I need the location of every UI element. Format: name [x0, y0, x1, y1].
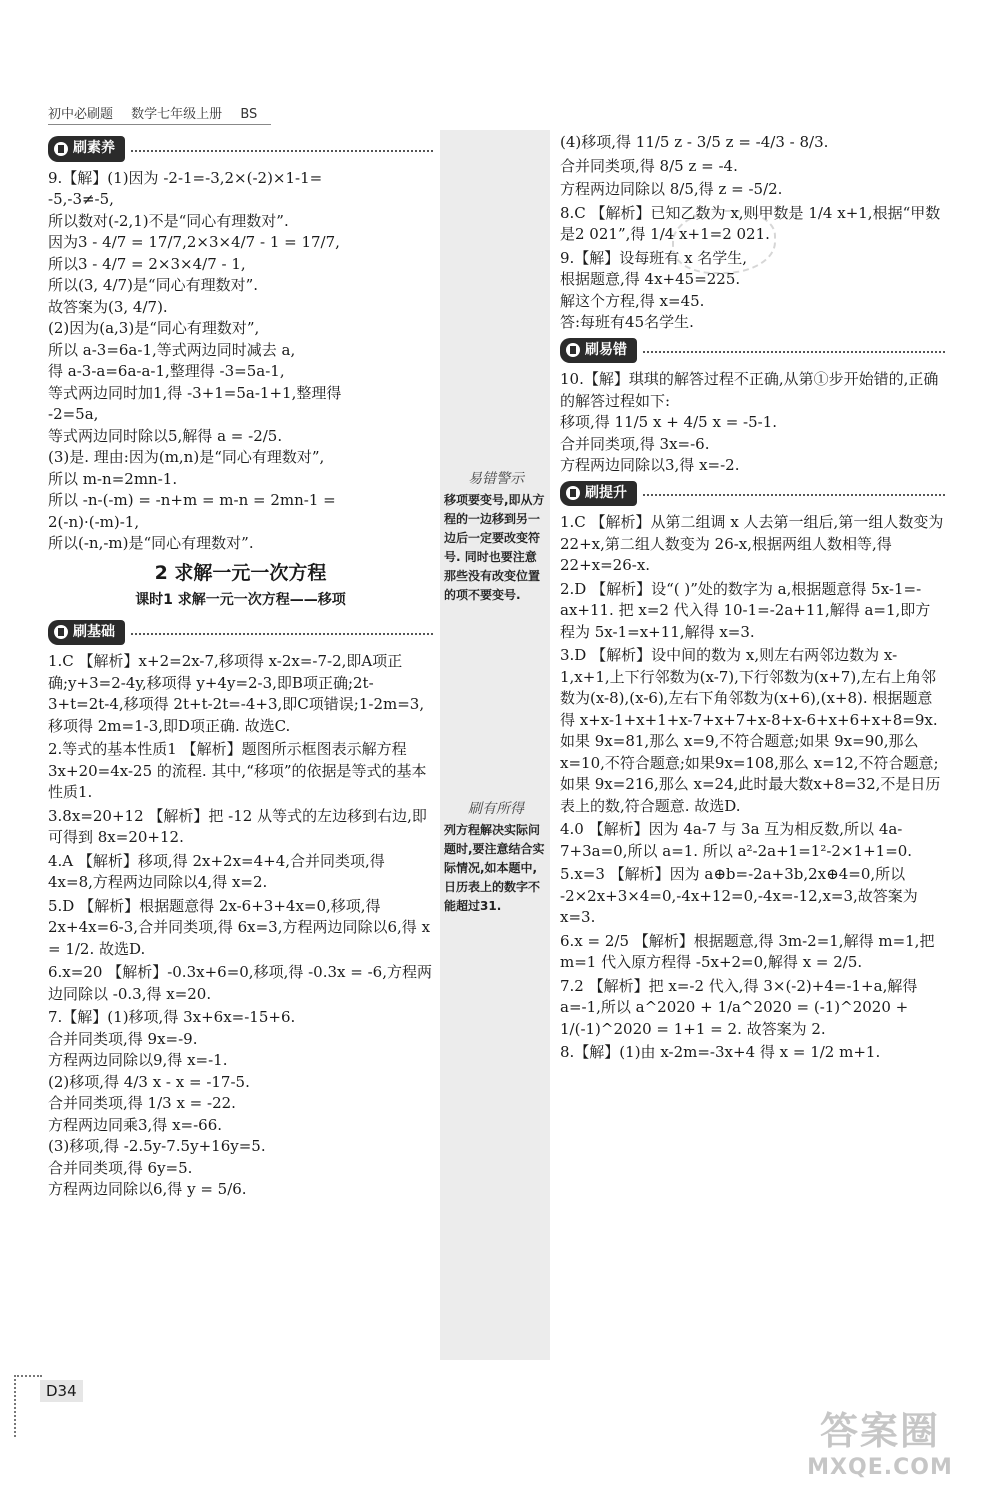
header-subject: 数学七年级上册 — [131, 107, 223, 122]
answer-item: 6.x=20 【解析】-0.3x+6=0,移项,得 -0.3x = -6,方程两边同除以 -0.3,得 x=20. — [48, 963, 432, 1003]
answer-item: 9.【解】设每班有 x 名学生, 根据题意,得 4x+45=225. 解这个方程,得 x=45. 答:每班有45名学生. — [560, 248, 748, 331]
answer-item: 8.【解】(1)由 x-2m=-3x+4 得 x = 1/2 m+1. — [560, 1043, 881, 1061]
answer-item: 2.D 【解析】设“( )”处的数字为 a,根据题意得 5x-1=-ax+11. 把 x=2 代入得 10-1=-2a+11,解得 a=1,即方程为 5x-1=x+11,解得 x=3. — [560, 579, 931, 641]
banner-shuasuyang: 刷素养 — [48, 136, 433, 162]
answer-item: 7.2 【解析】把 x=-2 代入,得 3×(-2)+4=-1+a,解得 a=-1,所以 a^2020 + 1/a^2020 = (-1)^2020 + 1/(-1)^2020 = 1+1 = 2. 故答案为 2. — [560, 976, 923, 1038]
brush-icon — [54, 625, 68, 639]
header-edition: BS — [240, 107, 258, 122]
page-corner-dots — [14, 1375, 42, 1437]
answer-item: 5.D 【解析】根据题意得 2x-6+3+4x=0,移项,得 2x+4x=6-3,合并同类项,得 6x=3,方程两边同除以6,得 x = 1/2. 故选D. — [48, 896, 435, 958]
answer-item: 2.等式的基本性质1 【解析】题图所示框图表示解方程3x+20=4x-25 的流程. 其中,“移项”的依据是等式的基本性质1. — [48, 740, 427, 801]
answer-item: 5.x=3 【解析】因为 a⊕b=-2a+3b,2x⊕4=0,所以 -2×2x+3×4=0,-4x+12=0,-4x=-12,x=3,故答案为 x=3. — [560, 865, 923, 926]
solution-9: 9.【解】(1)因为 -2-1=-3,2×(-2)×1-1= -5,-3≠-5, 所以数对(-2,1)不是“同心有理数对”. 因为3 - 4/7 = 17/7,2×3×4/7 - 1 = 17/7, 所以3 - 4/7 = 2×3×4/7 - 1, 所以(3, 4/7)是“同心有理数对”. 故答案为(3, 4/7). (2)因为(a,3)是“同心有理数对”, 所以 a-3=6a-1,等式两边同时减去 a, 得 a-3-a=6a-a-1,整理得 -3=5a-1, 等式两边同时加1,得 -3+1=5a-1+1,整理得 -2=5a, 等式两边同时除以5,解得 a = -2/5. (3)是. 理由:因为(m,n)是“同心有理数对”, 所以 m-n=2mn-1. 所以 -n-(-m) = -n+m = m-n = 2mn-1 = 2(-n)·(-m)-1, 所以(-n,-m)是“同心有理数对”. — [48, 168, 342, 552]
chapter-title: 2 求解一元一次方程 — [154, 561, 327, 584]
banner-shuajichu: 刷基础 — [48, 620, 433, 646]
answer-item: 1.C 【解析】从第二组调 x 人去第一组后,第一组人数变为 22+x,第二组人数变为 26-x,根据两组人数相等,得 22+x=26-x. — [560, 513, 949, 574]
left-column — [48, 132, 433, 1203]
page-number: D34 — [40, 1380, 83, 1402]
answer-item: 4.0 【解析】因为 4a-7 与 3a 互为相反数,所以 4a-7+3a=0,所以 a=1. 所以 a²-2a+1=1²-2×1+1=0. — [560, 820, 913, 860]
lesson-title: 课时1 求解一元一次方程——移项 — [135, 592, 346, 608]
answer-item: 4.A 【解析】移项,得 2x+2x=4+4,合并同类项,得 4x=8,方程两边同除以4,得 x=2. — [48, 851, 390, 891]
banner-shuatisheng: 刷提升 — [560, 481, 945, 507]
page-header — [48, 103, 271, 125]
watermark-logo: 答案圈 MXQE.COM — [807, 1409, 953, 1480]
answer-item: 7.【解】(1)移项,得 3x+6x=-15+6. 合并同类项,得 9x=-9. 方程两边同除以9,得 x=-1. (2)移项,得 4/3 x - x = -17-5. 合并同类项,得 1/3 x = -22. 方程两边同乘3,得 x=-66. (3)移项,得 -2.5y-7.5y+16y=5. 合并同类项,得 6y=5. 方程两边同除以6,得 y = 5/6. — [48, 1008, 296, 1198]
answer-item: 8.C 【解析】已知乙数为 x,则甲数是 1/4 x+1,根据“甲数是2 021”,得 1/4 x+1=2 021. — [560, 203, 941, 243]
banner-shuayicuo: 刷易错 — [560, 338, 945, 364]
brush-icon — [566, 486, 580, 500]
brush-icon — [54, 142, 68, 156]
answer-item: 3.D 【解析】设中间的数为 x,则左右两邻边数为 x-1,x+1,上下行邻数为(x-7),下行邻数为(x+7),左右上角邻数为(x-8),(x-6),左右下角邻数为(x+6),(x+8). 根据题意得 x+x-1+x+1+x-7+x+7+x-8+x-6+x+6+x+8=9x. 如果 9x=81,那么 x=9,不符合题意;如果 9x=90,那么 x=10,不符合题意;如果9x=108,那么 x=12,不符合题意;如果 9x=216,那么 x=24,此时最大数x+8=32,不是日历表上的数,符合题意. 故选D. — [560, 646, 943, 815]
header-book: 初中必刷题 — [48, 107, 114, 122]
answer-item: 1.C 【解析】x+2=2x-7,移项得 x-2x=-7-2,即A项正确;y+3=2-4y,移项得 y+4y=2-3,即B项正确;2t-3+t=2t-4,移项得 2t+t-2t=-4+3,即C项错误;1-2m=3,移项得 2m=1-3,即D项正确. 故选C. — [48, 652, 425, 735]
margin-note-column — [440, 130, 550, 1360]
answer-item: 3.8x=20+12 【解析】把 -12 从等式的左边移到右边,即可得到 8x=20+12. — [48, 806, 427, 846]
answer-item: 10.【解】琪琪的解答过程不正确,从第①步开始错的,正确的解答过程如下: 移项,得 11/5 x + 4/5 x = -5-1. 合并同类项,得 3x=-6. 方程两边同除以3,得 x=-2. — [560, 370, 939, 474]
answer-item: 6.x = 2/5 【解析】根据题意,得 3m-2=1,解得 m=1,把m=1 代入原方程得 -5x+2=0,解得 x = 2/5. — [560, 931, 935, 971]
note-shuayousuode: 刷有所得 列方程解决实际问题时,要注意结合实际情况,如本题中,日历表上的数字不能超过31. — [444, 801, 545, 913]
note-yicuojingshi: 易错警示 移项要变号,即从方程的一边移到另一边后一定要改变符号. 同时也要注意那些没有改变位置的项不要变号. — [444, 471, 545, 602]
right-column: (4)移项,得 11/5 z - 3/5 z = -4/3 - 8/3. 合并同类项,得 8/5 z = -4. 方程两边同除以 8/5,得 z = -5/2. 8.C 【解析】已知乙数为 x,则甲数是 1/4 x+1,根据“甲数是2 021”,得 1/4 x+1=2 021. 9.【解】设每班有 x 名学生, 根据题意,得 4x+45=225. 解这个方程,得 x=45. 答:每班有45名学生. 刷易错 10.【解】琪琪的解答过程不正确,从第①步开始错的,正确的解答过程如下: 移项,得 11/5 x + 4/5 x = -5-1. 合并同类项,得 3x=-6. 方程两边同除以3,得 x=-2. 刷提升 1.C 【解析】从第二组调 x 人去第一组后,第一组人数变为 22+x,第二组人数变为 26-x,根据两组人数相等,得 22+x=26-x. 2.D 【解析】设“( )”处的数字为 a,根据题意得 5x-1=-ax+11. 把 x=2 代入得 10-1=-2a+11,解得 a=1,即方程为 5x-1=x+11,解得 x=3. 3.D 【解析】设中间的数为 x,则左右两邻边数为 x-1,x+1,上下行邻数为(x-7),下行邻数为(x+7),左右上角邻数为(x-8),(x-6),左右下角邻数为(x+6),(x+8). 根据题意得 x+x-1+x+1+x-7+x+7+x-8+x-6+x+6+x+8=9x. 如果 9x=81,那么 x=9,不符合题意;如果 9x=90,那么 x=10,不符合题意;如果9x=108,那么 x=12,不符合题意;如果 9x=216,那么 x=24,此时最大数x+8=32,不是日历表上的数,符合题意. 故选D. 4.0 【解析】因为 4a-7 与 3a 互为相反数,所以 4a-7+3a=0,所以 a=1. 所以 a²-2a+1=1²-2×1+1=0. 5.x=3 【解析】因为 a⊕b=-2a+3b,2x⊕4=0,所以 -2×2x+3×4=0,-4x+12=0,-4x=-12,x=3,故答案为 x=3. 6.x = 2/5 【解析】根据题意,得 3m-2=1,解得 m=1,把m=1 代入原方程得 -5x+2=0,解得 x = 2/5. 7.2 【解析】把 x=-2 代入,得 3×(-2)+4=-1+a,解得 a=-1,所以 a^2020 + 1/a^2020 = (-1)^2020 + 1/(-1)^2020 = 1+1 = 2. 故答案为 2. 8.【解】(1)由 x-2m=-3x+4 得 x = 1/2 m+1. — [560, 132, 945, 1066]
brush-icon — [566, 343, 580, 357]
